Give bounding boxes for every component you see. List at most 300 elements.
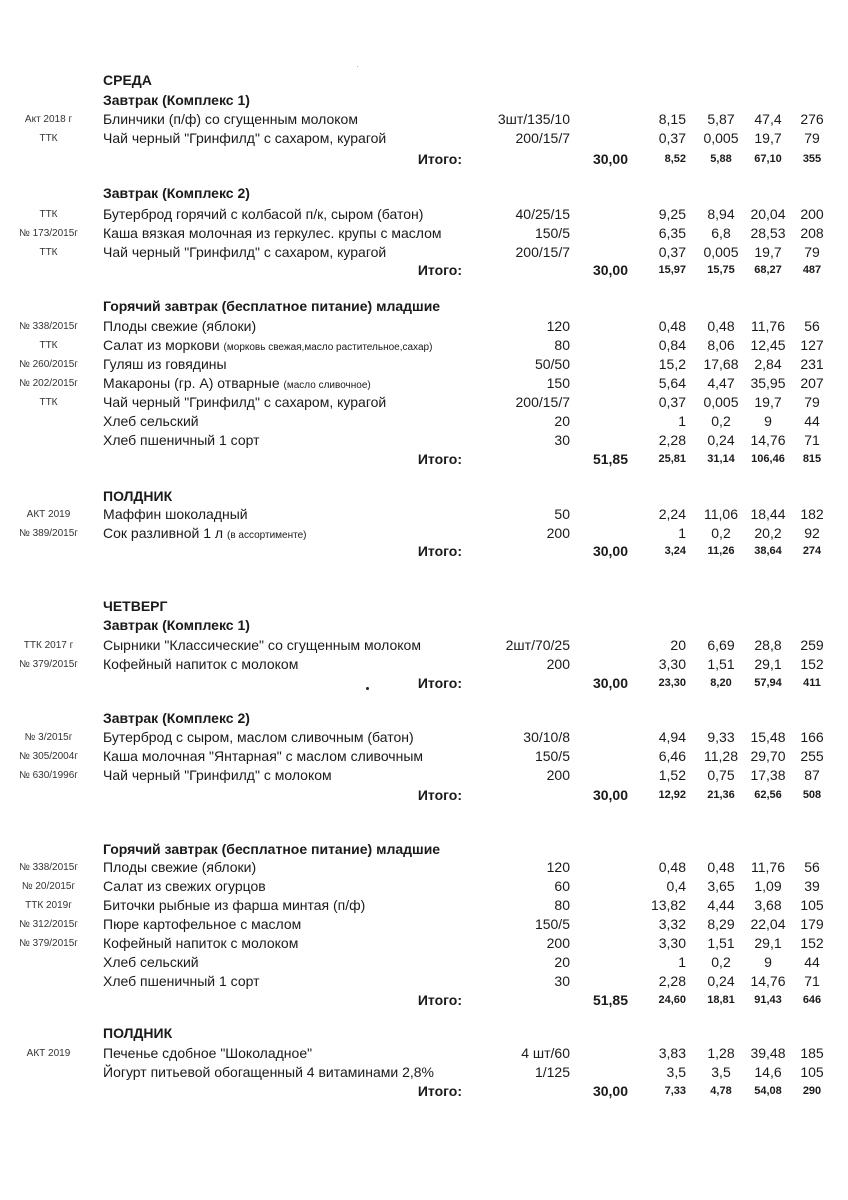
recipe-code: ТТК [39, 247, 58, 258]
total-fat: 21,36 [707, 789, 735, 801]
dish-name-text: Хлеб сельский [103, 413, 199, 429]
fat-value: 8,94 [707, 206, 735, 222]
section-total-row [0, 786, 848, 805]
recipe-code: № 338/2015г [19, 321, 78, 332]
protein-value: 0,37 [658, 244, 686, 260]
dish-name [103, 858, 256, 879]
fat-value: 4,44 [707, 897, 735, 913]
dish-name [103, 431, 260, 452]
kcal-value: 259 [800, 637, 824, 653]
section-title: Завтрак (Комплекс 1) [103, 92, 250, 108]
dish-name-text: Бутерброд горячий с колбасой п/к, сыром (батон) [103, 206, 424, 222]
dish-name [103, 505, 248, 526]
kcal-value: 127 [800, 337, 824, 353]
kcal-value: 71 [804, 973, 820, 989]
dish-name-text: Маффин шоколадный [103, 506, 248, 522]
portion-weight: 120 [546, 318, 570, 334]
fat-value: 1,51 [707, 935, 735, 951]
dish-name [103, 728, 414, 749]
recipe-code: № 202/2015г [19, 378, 78, 389]
menu-item-row [0, 336, 848, 355]
total-kcal: 290 [802, 1085, 822, 1097]
dish-name [103, 317, 256, 338]
total-protein: 25,81 [658, 453, 686, 465]
menu-item-row [0, 972, 848, 991]
menu-item-row [0, 1044, 848, 1063]
dish-name-text: Макароны (гр. А) отварные [103, 375, 284, 391]
kcal-value: 231 [800, 356, 824, 372]
fat-value: 1,28 [707, 1045, 735, 1061]
menu-item-row [0, 412, 848, 431]
carbs-value: 29,70 [750, 748, 786, 764]
fat-value: 0,005 [703, 130, 739, 146]
dish-name [103, 224, 442, 245]
kcal-value: 208 [800, 225, 824, 241]
total-carbs: 67,10 [754, 153, 782, 165]
fat-value: 0,2 [711, 413, 731, 429]
dish-name-text: Плоды свежие (яблоки) [103, 318, 257, 334]
total-protein: 24,60 [658, 994, 686, 1006]
protein-value: 6,35 [658, 225, 686, 241]
recipe-code: № 260/2015г [19, 359, 78, 370]
total-kcal: 274 [802, 545, 822, 557]
protein-value: 0,4 [666, 878, 686, 894]
fat-value: 8,06 [707, 337, 735, 353]
portion-weight: 20 [554, 413, 570, 429]
dish-name [103, 129, 386, 150]
recipe-code: АКТ 2019 [26, 1048, 71, 1059]
menu-item-row [0, 728, 848, 747]
dish-name [103, 972, 260, 993]
carbs-value: 28,8 [754, 637, 782, 653]
day-title: СРЕДА [103, 72, 152, 88]
protein-value: 1 [678, 954, 686, 970]
protein-value: 3,5 [666, 1064, 686, 1080]
section-total-row [0, 261, 848, 280]
portion-weight: 80 [554, 337, 570, 353]
menu-item-row [0, 317, 848, 336]
portion-weight: 50 [554, 506, 570, 522]
dish-name-text: Бутерброд с сыром, маслом сливочным (батон) [103, 729, 414, 745]
scan-speck [357, 66, 358, 67]
recipe-code: ТТК [39, 397, 58, 408]
dish-name [103, 953, 199, 974]
total-fat: 5,88 [710, 153, 732, 165]
dish-name-text: Чай черный "Гринфилд" с сахаром, курагой [103, 394, 387, 410]
menu-item-row [0, 1063, 848, 1082]
section-title: Горячий завтрак (бесплатное питание) младшие [103, 298, 441, 314]
total-kcal: 815 [802, 453, 822, 465]
dish-name [103, 915, 301, 936]
protein-value: 8,15 [658, 111, 686, 127]
recipe-code: ТТК 2019г [25, 900, 72, 911]
carbs-value: 22,04 [750, 916, 786, 932]
carbs-value: 14,76 [750, 432, 786, 448]
dish-name [103, 374, 371, 395]
section-total-row [0, 1082, 848, 1101]
recipe-code: № 20/2015г [21, 881, 76, 892]
fat-value: 1,51 [707, 656, 735, 672]
portion-weight: 3шт/135/10 [497, 111, 570, 127]
total-protein: 7,33 [664, 1085, 686, 1097]
kcal-value: 92 [804, 525, 820, 541]
total-carbs: 62,56 [754, 789, 782, 801]
kcal-value: 44 [804, 954, 820, 970]
protein-value: 0,48 [658, 318, 686, 334]
kcal-value: 56 [804, 859, 820, 875]
dish-name-text: Биточки рыбные из фарша минтая (п/ф) [103, 897, 366, 913]
recipe-code: № 379/2015г [19, 659, 78, 670]
portion-weight: 30/10/8 [523, 729, 570, 745]
portion-weight: 120 [546, 859, 570, 875]
dish-name-text: Плоды свежие (яблоки) [103, 859, 257, 875]
kcal-value: 152 [800, 656, 824, 672]
dish-name-text: Чай черный "Гринфилд" с сахаром, курагой [103, 130, 387, 146]
portion-weight: 1/125 [534, 1064, 570, 1080]
dish-name-text: Салат из моркови [103, 337, 224, 353]
menu-item-row [0, 355, 848, 374]
recipe-code: № 173/2015г [19, 228, 78, 239]
total-fat: 11,26 [707, 545, 735, 557]
portion-weight: 30 [554, 432, 570, 448]
kcal-value: 79 [804, 394, 820, 410]
portion-weight: 200 [546, 767, 570, 783]
kcal-value: 71 [804, 432, 820, 448]
total-protein: 8,52 [664, 153, 686, 165]
carbs-value: 14,76 [750, 973, 786, 989]
fat-value: 0,005 [703, 394, 739, 410]
menu-item-row [0, 243, 848, 262]
kcal-value: 185 [800, 1045, 824, 1061]
total-price: 30,00 [592, 543, 628, 559]
protein-value: 20 [670, 637, 686, 653]
recipe-code: ТТК [39, 133, 58, 144]
kcal-value: 182 [800, 506, 824, 522]
protein-value: 0,48 [658, 859, 686, 875]
protein-value: 13,82 [650, 897, 686, 913]
fat-value: 6,8 [711, 225, 731, 241]
portion-weight: 200/15/7 [515, 394, 570, 410]
dish-note: (масло сливочное) [283, 380, 371, 391]
kcal-value: 39 [804, 878, 820, 894]
kcal-value: 56 [804, 318, 820, 334]
protein-value: 0,37 [658, 130, 686, 146]
total-label: Итого: [417, 992, 462, 1008]
total-kcal: 487 [802, 264, 822, 276]
kcal-value: 79 [804, 244, 820, 260]
portion-weight: 200 [546, 656, 570, 672]
dish-name-text: Сок разливной 1 л [103, 525, 227, 541]
dish-note: (морковь свежая,масло растительное,сахар) [223, 342, 433, 353]
carbs-value: 14,6 [754, 1064, 782, 1080]
fat-value: 0,2 [711, 954, 731, 970]
total-label: Итого: [417, 1083, 462, 1099]
menu-item-row [0, 934, 848, 953]
portion-weight: 150/5 [534, 225, 570, 241]
section-title: Горячий завтрак (бесплатное питание) младшие [103, 841, 441, 857]
recipe-code: ТТК [39, 209, 58, 220]
recipe-code: № 305/2004г [19, 751, 78, 762]
total-fat: 8,20 [710, 677, 732, 689]
total-kcal: 646 [802, 994, 822, 1006]
menu-item-row [0, 858, 848, 877]
carbs-value: 12,45 [750, 337, 786, 353]
total-fat: 31,14 [707, 453, 735, 465]
menu-item-row [0, 747, 848, 766]
carbs-value: 1,09 [754, 878, 782, 894]
dish-name-text: Каша вязкая молочная из геркулес. крупы с маслом [103, 225, 442, 241]
kcal-value: 105 [800, 1064, 824, 1080]
protein-value: 2,28 [658, 973, 686, 989]
menu-item-row [0, 766, 848, 785]
protein-value: 3,83 [658, 1045, 686, 1061]
protein-value: 4,94 [658, 729, 686, 745]
menu-item-row [0, 129, 848, 148]
portion-weight: 60 [554, 878, 570, 894]
menu-item-row [0, 431, 848, 450]
total-protein: 23,30 [658, 677, 686, 689]
dish-name [103, 1044, 312, 1065]
fat-value: 0,24 [707, 432, 735, 448]
carbs-value: 29,1 [754, 656, 782, 672]
total-fat: 15,75 [707, 264, 735, 276]
protein-value: 3,32 [658, 916, 686, 932]
carbs-value: 2,84 [754, 356, 782, 372]
menu-item-row [0, 953, 848, 972]
protein-value: 1,52 [658, 767, 686, 783]
kcal-value: 87 [804, 767, 820, 783]
menu-item-row [0, 374, 848, 393]
carbs-value: 15,48 [750, 729, 786, 745]
dish-name-text: Йогурт питьевой обогащенный 4 витаминами 2,8% [103, 1064, 434, 1080]
total-label: Итого: [417, 262, 462, 278]
protein-value: 2,24 [658, 506, 686, 522]
protein-value: 9,25 [658, 206, 686, 222]
dish-name-text: Чай черный "Гринфилд" с молоком [103, 767, 332, 783]
section-title: ПОЛДНИК [103, 488, 173, 504]
fat-value: 8,29 [707, 916, 735, 932]
dish-name-text: Сырники "Классические" со сгущенным молоком [103, 637, 421, 653]
carbs-value: 11,76 [751, 859, 785, 875]
total-kcal: 355 [802, 153, 822, 165]
recipe-code: ТТК 2017 г [23, 640, 74, 651]
kcal-value: 255 [800, 748, 824, 764]
protein-value: 6,46 [658, 748, 686, 764]
total-label: Итого: [417, 675, 462, 691]
protein-value: 1 [678, 525, 686, 541]
portion-weight: 200/15/7 [515, 130, 570, 146]
kcal-value: 179 [800, 916, 824, 932]
recipe-code: ТТК [39, 340, 58, 351]
kcal-value: 276 [800, 111, 824, 127]
protein-value: 2,28 [658, 432, 686, 448]
dish-name-text: Салат из свежих огурцов [103, 878, 266, 894]
portion-weight: 200/15/7 [515, 244, 570, 260]
fat-value: 9,33 [707, 729, 735, 745]
protein-value: 0,84 [658, 337, 686, 353]
portion-weight: 20 [554, 954, 570, 970]
dish-name-text: Печенье сдобное "Шоколадное" [103, 1045, 313, 1061]
recipe-code: Акт 2018 г [24, 114, 73, 125]
recipe-code: № 379/2015г [19, 938, 78, 949]
section-title: Завтрак (Комплекс 2) [103, 185, 250, 201]
fat-value: 11,06 [704, 506, 738, 522]
total-carbs: 91,43 [754, 994, 782, 1006]
fat-value: 6,69 [707, 637, 735, 653]
dish-name [103, 766, 332, 787]
total-carbs: 57,94 [754, 677, 782, 689]
menu-item-row [0, 896, 848, 915]
fat-value: 17,68 [703, 356, 739, 372]
carbs-value: 20,2 [754, 525, 782, 541]
portion-weight: 200 [546, 525, 570, 541]
portion-weight: 4 шт/60 [521, 1045, 570, 1061]
total-kcal: 508 [802, 789, 822, 801]
total-price: 30,00 [592, 675, 628, 691]
carbs-value: 19,7 [754, 244, 782, 260]
carbs-value: 35,95 [750, 375, 786, 391]
fat-value: 3,5 [711, 1064, 731, 1080]
recipe-code: АКТ 2019 [26, 509, 71, 520]
menu-item-row [0, 636, 848, 655]
menu-item-row [0, 877, 848, 896]
carbs-value: 19,7 [754, 394, 782, 410]
total-carbs: 54,08 [754, 1085, 782, 1097]
section-total-row [0, 674, 848, 693]
total-label: Итого: [417, 543, 462, 559]
fat-value: 11,28 [704, 748, 738, 764]
dish-name-text: Кофейный напиток с молоком [103, 935, 299, 951]
dish-name [103, 110, 358, 131]
protein-value: 3,30 [658, 656, 686, 672]
total-carbs: 38,64 [754, 545, 782, 557]
section-title: Завтрак (Комплекс 1) [103, 617, 250, 633]
total-fat: 18,81 [707, 994, 735, 1006]
recipe-code: № 312/2015г [19, 919, 78, 930]
recipe-code: № 630/1996г [19, 770, 78, 781]
carbs-value: 20,04 [750, 206, 786, 222]
day-title: ЧЕТВЕРГ [103, 598, 168, 614]
protein-value: 15,2 [658, 356, 686, 372]
carbs-value: 19,7 [754, 130, 782, 146]
carbs-value: 9 [764, 413, 772, 429]
total-label: Итого: [417, 787, 462, 803]
recipe-code: № 389/2015г [19, 528, 78, 539]
total-price: 51,85 [592, 451, 628, 467]
section-title: Завтрак (Комплекс 2) [103, 710, 250, 726]
portion-weight: 2шт/70/25 [505, 637, 570, 653]
dish-name [103, 896, 365, 917]
section-total-row [0, 991, 848, 1010]
menu-item-row [0, 524, 848, 543]
carbs-value: 39,48 [750, 1045, 786, 1061]
section-title: ПОЛДНИК [103, 1025, 173, 1041]
recipe-code: № 3/2015г [24, 732, 73, 743]
carbs-value: 17,38 [750, 767, 786, 783]
dish-name-text: Кофейный напиток с молоком [103, 656, 299, 672]
total-protein: 15,97 [658, 264, 686, 276]
protein-value: 0,37 [658, 394, 686, 410]
kcal-value: 200 [800, 206, 824, 222]
dish-name [103, 205, 423, 226]
fat-value: 5,87 [707, 111, 735, 127]
total-kcal: 411 [803, 677, 821, 689]
portion-weight: 80 [554, 897, 570, 913]
menu-item-row [0, 224, 848, 243]
kcal-value: 152 [800, 935, 824, 951]
dish-name-text: Гуляш из говядины [103, 356, 227, 372]
dish-name-text: Хлеб пшеничный 1 сорт [103, 432, 260, 448]
dish-name [103, 877, 266, 898]
dish-name-text: Чай черный "Гринфилд" с сахаром, курагой [103, 244, 387, 260]
carbs-value: 29,1 [754, 935, 782, 951]
dish-note: (в ассортименте) [226, 530, 307, 541]
menu-item-row [0, 110, 848, 129]
section-total-row [0, 450, 848, 469]
total-price: 30,00 [592, 1083, 628, 1099]
fat-value: 3,65 [707, 878, 735, 894]
carbs-value: 28,53 [750, 225, 786, 241]
dish-name [103, 747, 423, 768]
dish-name-text: Каша молочная "Янтарная" с маслом сливочным [103, 748, 424, 764]
carbs-value: 11,76 [751, 318, 785, 334]
total-price: 30,00 [592, 151, 628, 167]
portion-weight: 30 [554, 973, 570, 989]
protein-value: 1 [678, 413, 686, 429]
fat-value: 0,75 [707, 767, 735, 783]
menu-item-row [0, 655, 848, 674]
total-fat: 4,78 [710, 1085, 732, 1097]
total-label: Итого: [417, 151, 462, 167]
total-carbs: 68,27 [754, 264, 782, 276]
fat-value: 4,47 [707, 375, 735, 391]
total-protein: 12,92 [658, 789, 686, 801]
scan-speck [366, 687, 369, 690]
kcal-value: 44 [804, 413, 820, 429]
fat-value: 0,48 [707, 859, 735, 875]
dish-name-text: Хлеб сельский [103, 954, 199, 970]
menu-item-row [0, 915, 848, 934]
portion-weight: 150/5 [534, 748, 570, 764]
fat-value: 0,005 [703, 244, 739, 260]
portion-weight: 150 [546, 375, 570, 391]
dish-name [103, 393, 386, 414]
menu-item-row [0, 393, 848, 412]
dish-name [103, 1063, 434, 1084]
dish-name [103, 355, 227, 376]
dish-name [103, 336, 432, 357]
dish-name [103, 412, 199, 433]
fat-value: 0,24 [707, 973, 735, 989]
dish-name [103, 636, 421, 657]
carbs-value: 3,68 [754, 897, 782, 913]
kcal-value: 105 [800, 897, 824, 913]
total-price: 30,00 [592, 262, 628, 278]
portion-weight: 50/50 [534, 356, 570, 372]
section-total-row [0, 150, 848, 169]
portion-weight: 40/25/15 [515, 206, 570, 222]
total-price: 30,00 [592, 787, 628, 803]
fat-value: 0,2 [711, 525, 731, 541]
dish-name-text: Хлеб пшеничный 1 сорт [103, 973, 260, 989]
dish-name-text: Пюре картофельное с маслом [103, 916, 302, 932]
protein-value: 5,64 [658, 375, 686, 391]
menu-item-row [0, 505, 848, 524]
total-price: 51,85 [592, 992, 628, 1008]
carbs-value: 47,4 [754, 111, 782, 127]
kcal-value: 79 [804, 130, 820, 146]
total-label: Итого: [417, 451, 462, 467]
